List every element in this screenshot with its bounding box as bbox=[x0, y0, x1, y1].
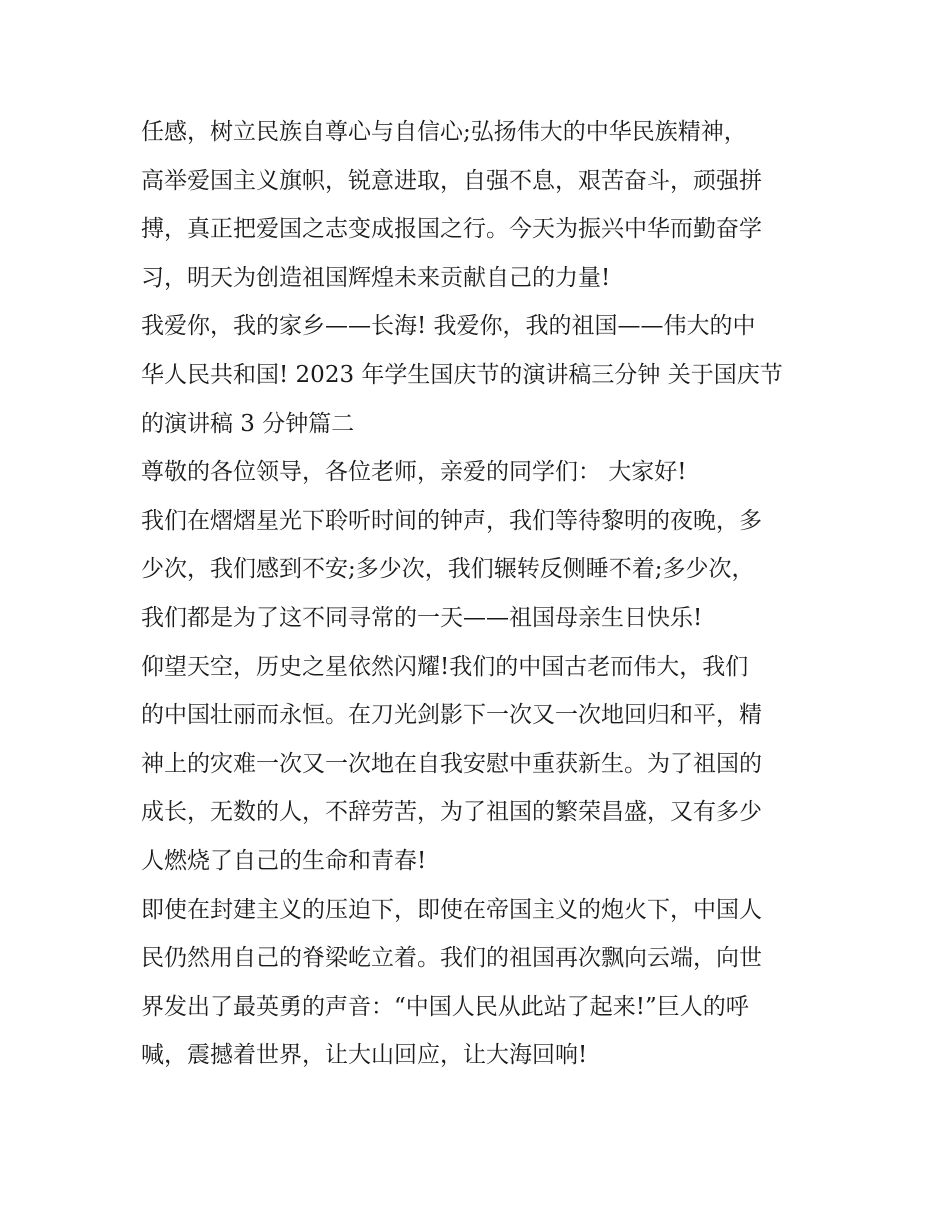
text-line: 我们在熠熠星光下聆听时间的钟声，我们等待黎明的夜晚，多 bbox=[141, 507, 762, 534]
text-line: 喊，震撼着世界，让大山回应，让大海回响! bbox=[141, 1042, 588, 1069]
text-line: 尊敬的各位领导，各位老师，亲爱的同学们： 大家好! bbox=[141, 459, 687, 486]
text-line: 的演讲稿 3 分钟篇二 bbox=[141, 410, 355, 437]
text-line: 任感，树立民族自尊心与自信心;弘扬伟大的中华民族精神， bbox=[141, 119, 747, 145]
text-line: 高举爱国主义旗帜，锐意进取，自强不息，艰苦奋斗，顽强拼 bbox=[141, 167, 762, 194]
text-line: 我们都是为了这不同寻常的一天——祖国母亲生日快乐! bbox=[141, 604, 703, 631]
text-line: 习，明天为创造祖国辉煌未来贡献自己的力量! bbox=[141, 264, 611, 291]
text-line: 民仍然用自己的脊梁屹立着。我们的祖国再次飘向云端，向世 bbox=[141, 945, 762, 972]
text-line: 的中国壮丽而永恒。在刀光剑影下一次又一次地回归和平，精 bbox=[141, 702, 762, 729]
text-line: 界发出了最英勇的声音：“中国人民从此站了起来!”巨人的呼 bbox=[141, 993, 749, 1020]
text-line: 我爱你，我的家乡——长海! 我爱你，我的祖国——伟大的中 bbox=[141, 313, 756, 340]
text-line: 搏，真正把爱国之志变成报国之行。今天为振兴中华而勤奋学 bbox=[141, 216, 762, 243]
text-line: 神上的灾难一次又一次地在自我安慰中重获新生。为了祖国的 bbox=[141, 750, 762, 777]
text-line: 华人民共和国! 2023 年学生国庆节的演讲稿三分钟 关于国庆节 bbox=[141, 361, 783, 388]
text-line: 少次，我们感到不安;多少次，我们辗转反侧睡不着;多少次， bbox=[141, 556, 755, 583]
speech-text bbox=[141, 108, 813, 1080]
text-line: 成长，无数的人，不辞劳苦，为了祖国的繁荣昌盛，又有多少 bbox=[141, 799, 762, 826]
text-line: 人燃烧了自己的生命和青春! bbox=[141, 847, 427, 874]
text-line: 仰望天空，历史之星依然闪耀!我们的中国古老而伟大，我们 bbox=[141, 653, 749, 680]
text-line: 即使在封建主义的压迫下，即使在帝国主义的炮火下，中国人 bbox=[141, 896, 762, 923]
